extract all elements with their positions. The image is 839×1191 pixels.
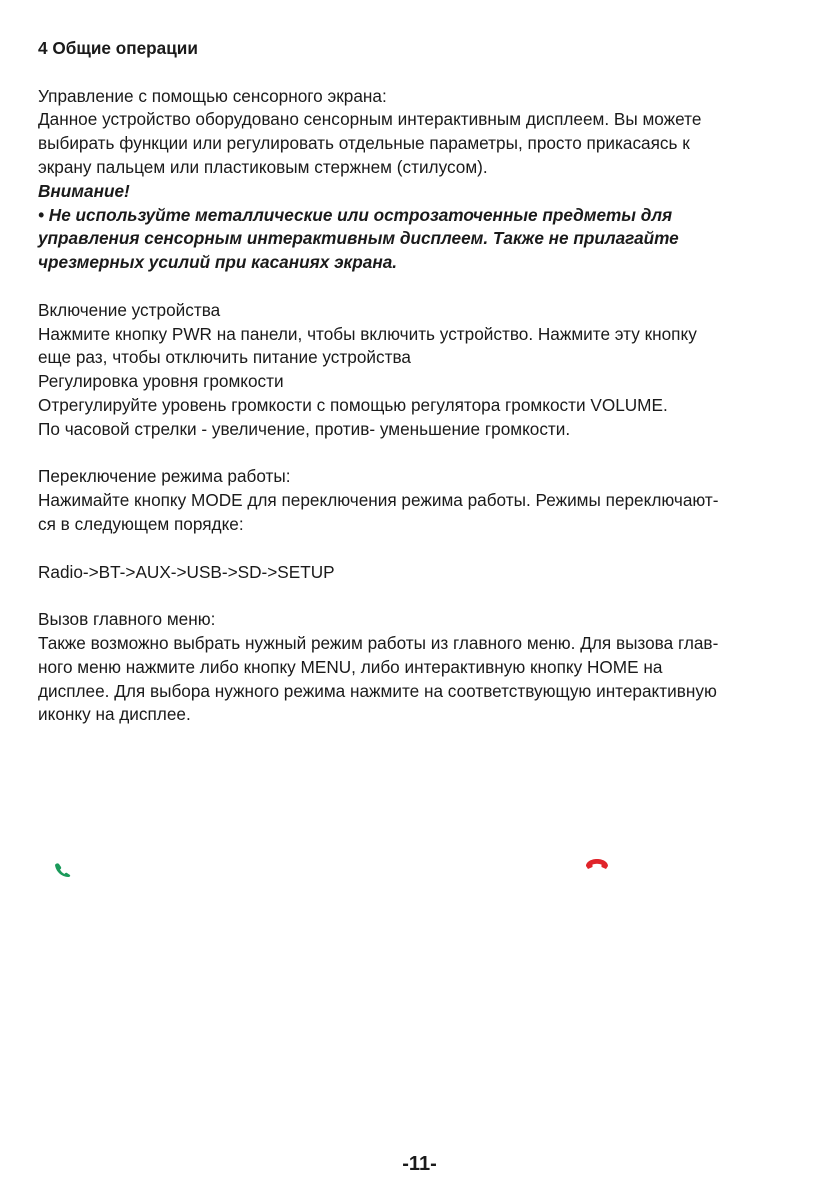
touch-line: экрану пальцем или пластиковым стержнем (стилусом). — [38, 156, 488, 177]
call-reject-icon — [585, 857, 609, 871]
warning-line: • Не используйте металлические или острозаточенные предметы для — [38, 204, 673, 225]
page-number: -11- — [402, 1153, 437, 1175]
power-line: Нажмите кнопку PWR на панели, чтобы включить устройство. Нажмите эту кнопку — [38, 323, 697, 344]
mode-sequence: Radio->BT->AUX->USB->SD->SETUP — [38, 561, 335, 582]
mode-line: ся в следующем порядке: — [38, 513, 244, 534]
volume-title: Регулировка уровня громкости — [38, 371, 284, 392]
warning-title: Внимание! — [38, 180, 130, 201]
call-accept-icon — [52, 861, 72, 877]
warning-line: чрезмерных усилий при касаниях экрана. — [38, 252, 398, 273]
menu-title: Вызов главного меню: — [38, 609, 216, 630]
mode-line: Нажимайте кнопку MODE для переключения режима работы. Режимы переключают- — [38, 490, 719, 511]
warning-line: управления сенсорным интерактивным дисплеем. Также не прилагайте — [38, 228, 679, 249]
menu-line: Также возможно выбрать нужный режим работы из главного меню. Для вызова глав- — [38, 632, 719, 653]
mode-title: Переключение режима работы: — [38, 466, 291, 487]
menu-line: иконку на дисплее. — [38, 704, 191, 725]
volume-line: По часовой стрелки - увеличение, против- уменьшение громкости. — [38, 418, 571, 439]
menu-line: ного меню нажмите либо кнопку MENU, либо интерактивную кнопку HOME на — [38, 656, 663, 677]
document-page — [38, 37, 830, 727]
menu-line: дисплее. Для выбора нужного режима нажмите на соответствующую интерактивную — [38, 680, 717, 701]
volume-line: Отрегулируйте уровень громкости с помощью регулятора громкости VOLUME. — [38, 394, 668, 415]
call-accept-shape — [55, 863, 70, 877]
touch-line: выбирать функции или регулировать отдельные параметры, просто прикасаясь к — [38, 133, 690, 154]
power-title: Включение устройства — [38, 299, 221, 320]
section-heading: 4 Общие операции — [38, 38, 198, 58]
touch-title: Управление с помощью сенсорного экрана: — [38, 85, 387, 106]
power-line: еще раз, чтобы отключить питание устройства — [38, 347, 411, 368]
call-reject-shape — [586, 859, 608, 869]
touch-line: Данное устройство оборудовано сенсорным интерактивным дисплеем. Вы можете — [38, 109, 702, 130]
